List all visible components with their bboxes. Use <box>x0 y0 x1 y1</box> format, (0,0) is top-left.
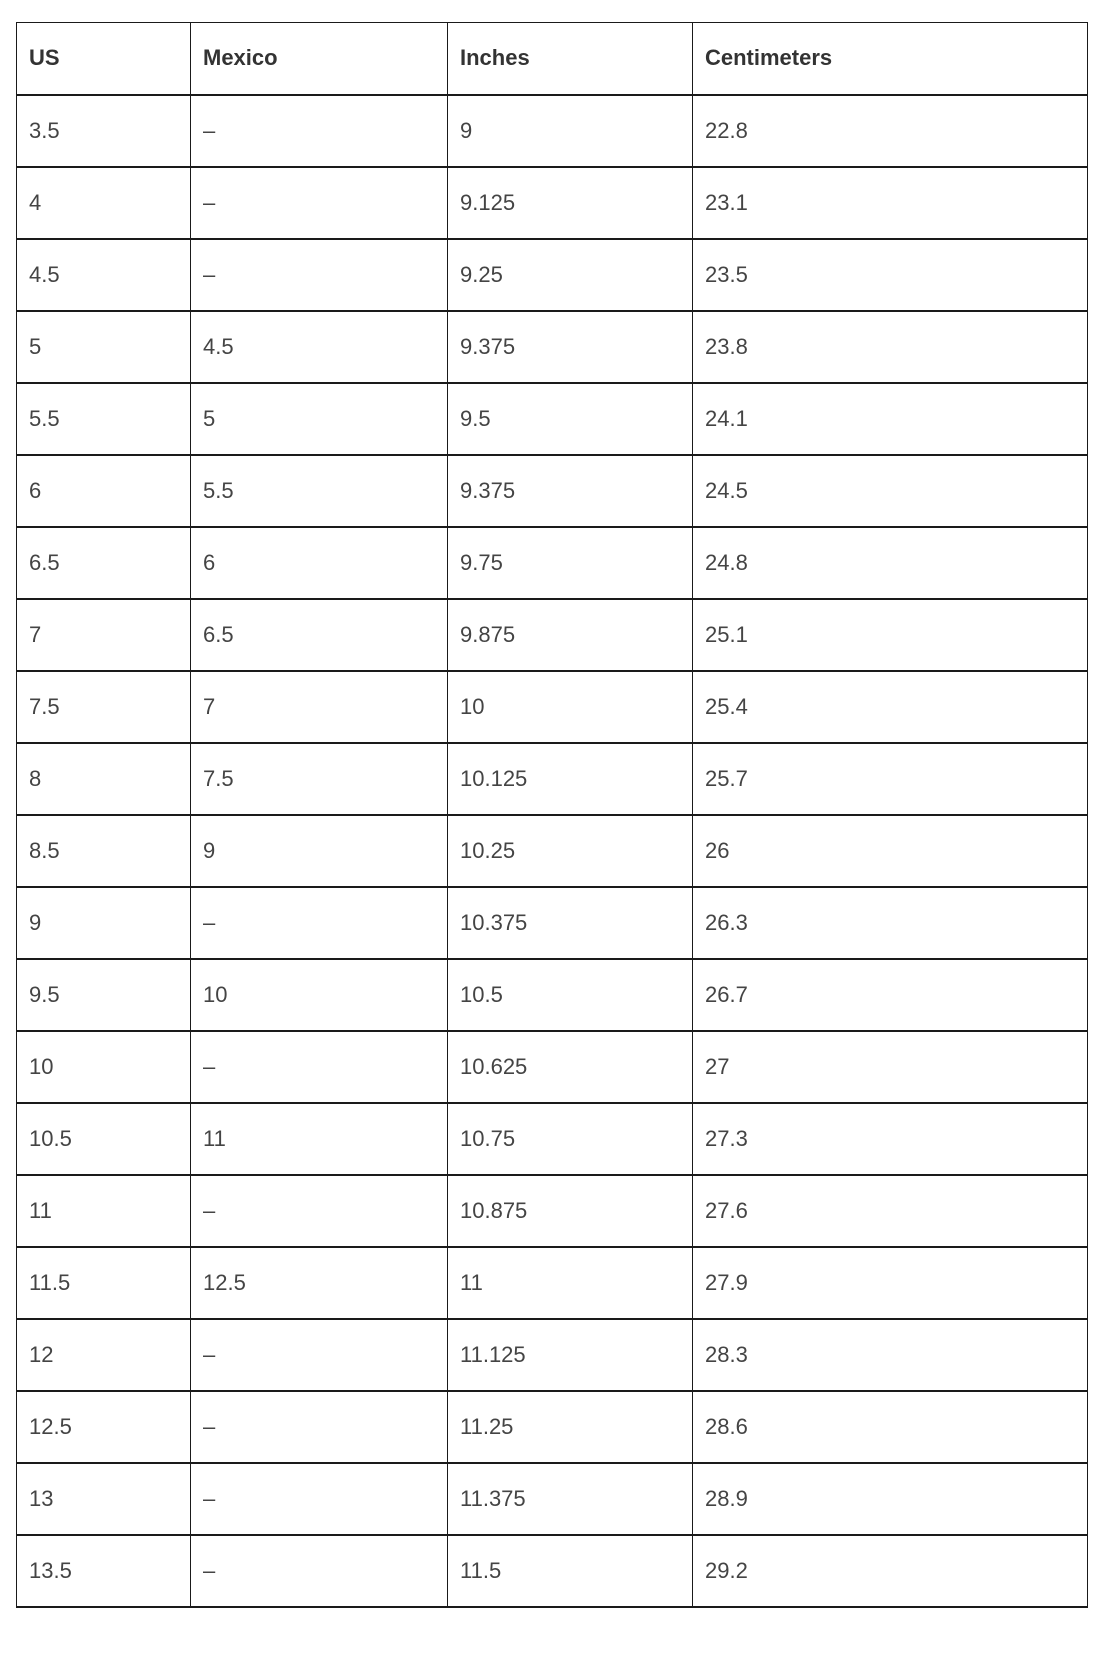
cell-centimeters: 23.8 <box>693 311 1088 383</box>
cell-inches: 11 <box>448 1247 693 1319</box>
cell-inches: 9.375 <box>448 311 693 383</box>
cell-centimeters: 27 <box>693 1031 1088 1103</box>
cell-mexico: 10 <box>191 959 448 1031</box>
table-row <box>17 1319 1088 1391</box>
table-row <box>17 815 1088 887</box>
table-row <box>17 455 1088 527</box>
cell-us: 7 <box>17 599 191 671</box>
cell-centimeters: 27.9 <box>693 1247 1088 1319</box>
header-inches: Inches <box>448 23 693 95</box>
table-row <box>17 1391 1088 1463</box>
cell-mexico: 11 <box>191 1103 448 1175</box>
cell-mexico: – <box>191 239 448 311</box>
table-row <box>17 671 1088 743</box>
cell-us: 13.5 <box>17 1535 191 1607</box>
cell-inches: 10 <box>448 671 693 743</box>
cell-us: 9.5 <box>17 959 191 1031</box>
cell-us: 8 <box>17 743 191 815</box>
cell-us: 12 <box>17 1319 191 1391</box>
cell-us: 10 <box>17 1031 191 1103</box>
table-row <box>17 383 1088 455</box>
cell-inches: 9.75 <box>448 527 693 599</box>
cell-mexico: – <box>191 1319 448 1391</box>
table-row <box>17 95 1088 167</box>
table-row <box>17 239 1088 311</box>
table-row <box>17 959 1088 1031</box>
cell-us: 12.5 <box>17 1391 191 1463</box>
cell-us: 11 <box>17 1175 191 1247</box>
cell-centimeters: 24.8 <box>693 527 1088 599</box>
cell-centimeters: 23.5 <box>693 239 1088 311</box>
cell-centimeters: 28.3 <box>693 1319 1088 1391</box>
cell-centimeters: 23.1 <box>693 167 1088 239</box>
cell-mexico: 6 <box>191 527 448 599</box>
table-row <box>17 167 1088 239</box>
header-centimeters: Centimeters <box>693 23 1088 95</box>
cell-mexico: 12.5 <box>191 1247 448 1319</box>
cell-inches: 9.875 <box>448 599 693 671</box>
table-row <box>17 1103 1088 1175</box>
cell-us: 4.5 <box>17 239 191 311</box>
cell-mexico: – <box>191 1031 448 1103</box>
cell-mexico: – <box>191 887 448 959</box>
cell-centimeters: 26.7 <box>693 959 1088 1031</box>
cell-mexico: 7 <box>191 671 448 743</box>
cell-inches: 9.375 <box>448 455 693 527</box>
cell-us: 3.5 <box>17 95 191 167</box>
cell-us: 6.5 <box>17 527 191 599</box>
cell-centimeters: 29.2 <box>693 1535 1088 1607</box>
cell-inches: 10.875 <box>448 1175 693 1247</box>
cell-mexico: – <box>191 1463 448 1535</box>
cell-us: 13 <box>17 1463 191 1535</box>
cell-mexico: 9 <box>191 815 448 887</box>
cell-mexico: – <box>191 167 448 239</box>
cell-us: 5 <box>17 311 191 383</box>
cell-centimeters: 24.1 <box>693 383 1088 455</box>
cell-us: 10.5 <box>17 1103 191 1175</box>
cell-mexico: 5 <box>191 383 448 455</box>
cell-us: 4 <box>17 167 191 239</box>
cell-centimeters: 25.7 <box>693 743 1088 815</box>
cell-us: 5.5 <box>17 383 191 455</box>
cell-centimeters: 24.5 <box>693 455 1088 527</box>
table-row <box>17 527 1088 599</box>
table-row <box>17 1463 1088 1535</box>
cell-inches: 11.5 <box>448 1535 693 1607</box>
cell-inches: 9 <box>448 95 693 167</box>
table-row <box>17 311 1088 383</box>
table-row <box>17 887 1088 959</box>
cell-centimeters: 27.6 <box>693 1175 1088 1247</box>
cell-us: 8.5 <box>17 815 191 887</box>
cell-us: 9 <box>17 887 191 959</box>
table-row <box>17 1535 1088 1607</box>
table-row <box>17 1175 1088 1247</box>
shoe-size-conversion-table <box>16 22 1088 1608</box>
cell-mexico: – <box>191 1175 448 1247</box>
table-row <box>17 599 1088 671</box>
cell-centimeters: 25.4 <box>693 671 1088 743</box>
cell-inches: 10.375 <box>448 887 693 959</box>
header-mexico: Mexico <box>191 23 448 95</box>
cell-mexico: 6.5 <box>191 599 448 671</box>
cell-mexico: 4.5 <box>191 311 448 383</box>
cell-mexico: 5.5 <box>191 455 448 527</box>
cell-centimeters: 25.1 <box>693 599 1088 671</box>
cell-us: 7.5 <box>17 671 191 743</box>
table-body <box>17 95 1088 1607</box>
cell-inches: 10.125 <box>448 743 693 815</box>
table-row <box>17 743 1088 815</box>
cell-centimeters: 28.9 <box>693 1463 1088 1535</box>
cell-mexico: – <box>191 1391 448 1463</box>
cell-inches: 10.625 <box>448 1031 693 1103</box>
cell-centimeters: 28.6 <box>693 1391 1088 1463</box>
cell-mexico: – <box>191 95 448 167</box>
cell-us: 6 <box>17 455 191 527</box>
cell-inches: 10.75 <box>448 1103 693 1175</box>
cell-centimeters: 22.8 <box>693 95 1088 167</box>
cell-mexico: – <box>191 1535 448 1607</box>
table-row <box>17 1247 1088 1319</box>
cell-us: 11.5 <box>17 1247 191 1319</box>
header-us: US <box>17 23 191 95</box>
cell-inches: 9.5 <box>448 383 693 455</box>
cell-inches: 9.125 <box>448 167 693 239</box>
cell-inches: 10.25 <box>448 815 693 887</box>
cell-inches: 9.25 <box>448 239 693 311</box>
table-header-row <box>17 23 1088 95</box>
cell-centimeters: 27.3 <box>693 1103 1088 1175</box>
cell-inches: 11.375 <box>448 1463 693 1535</box>
cell-centimeters: 26.3 <box>693 887 1088 959</box>
cell-inches: 11.25 <box>448 1391 693 1463</box>
cell-inches: 10.5 <box>448 959 693 1031</box>
cell-mexico: 7.5 <box>191 743 448 815</box>
cell-inches: 11.125 <box>448 1319 693 1391</box>
table-row <box>17 1031 1088 1103</box>
cell-centimeters: 26 <box>693 815 1088 887</box>
